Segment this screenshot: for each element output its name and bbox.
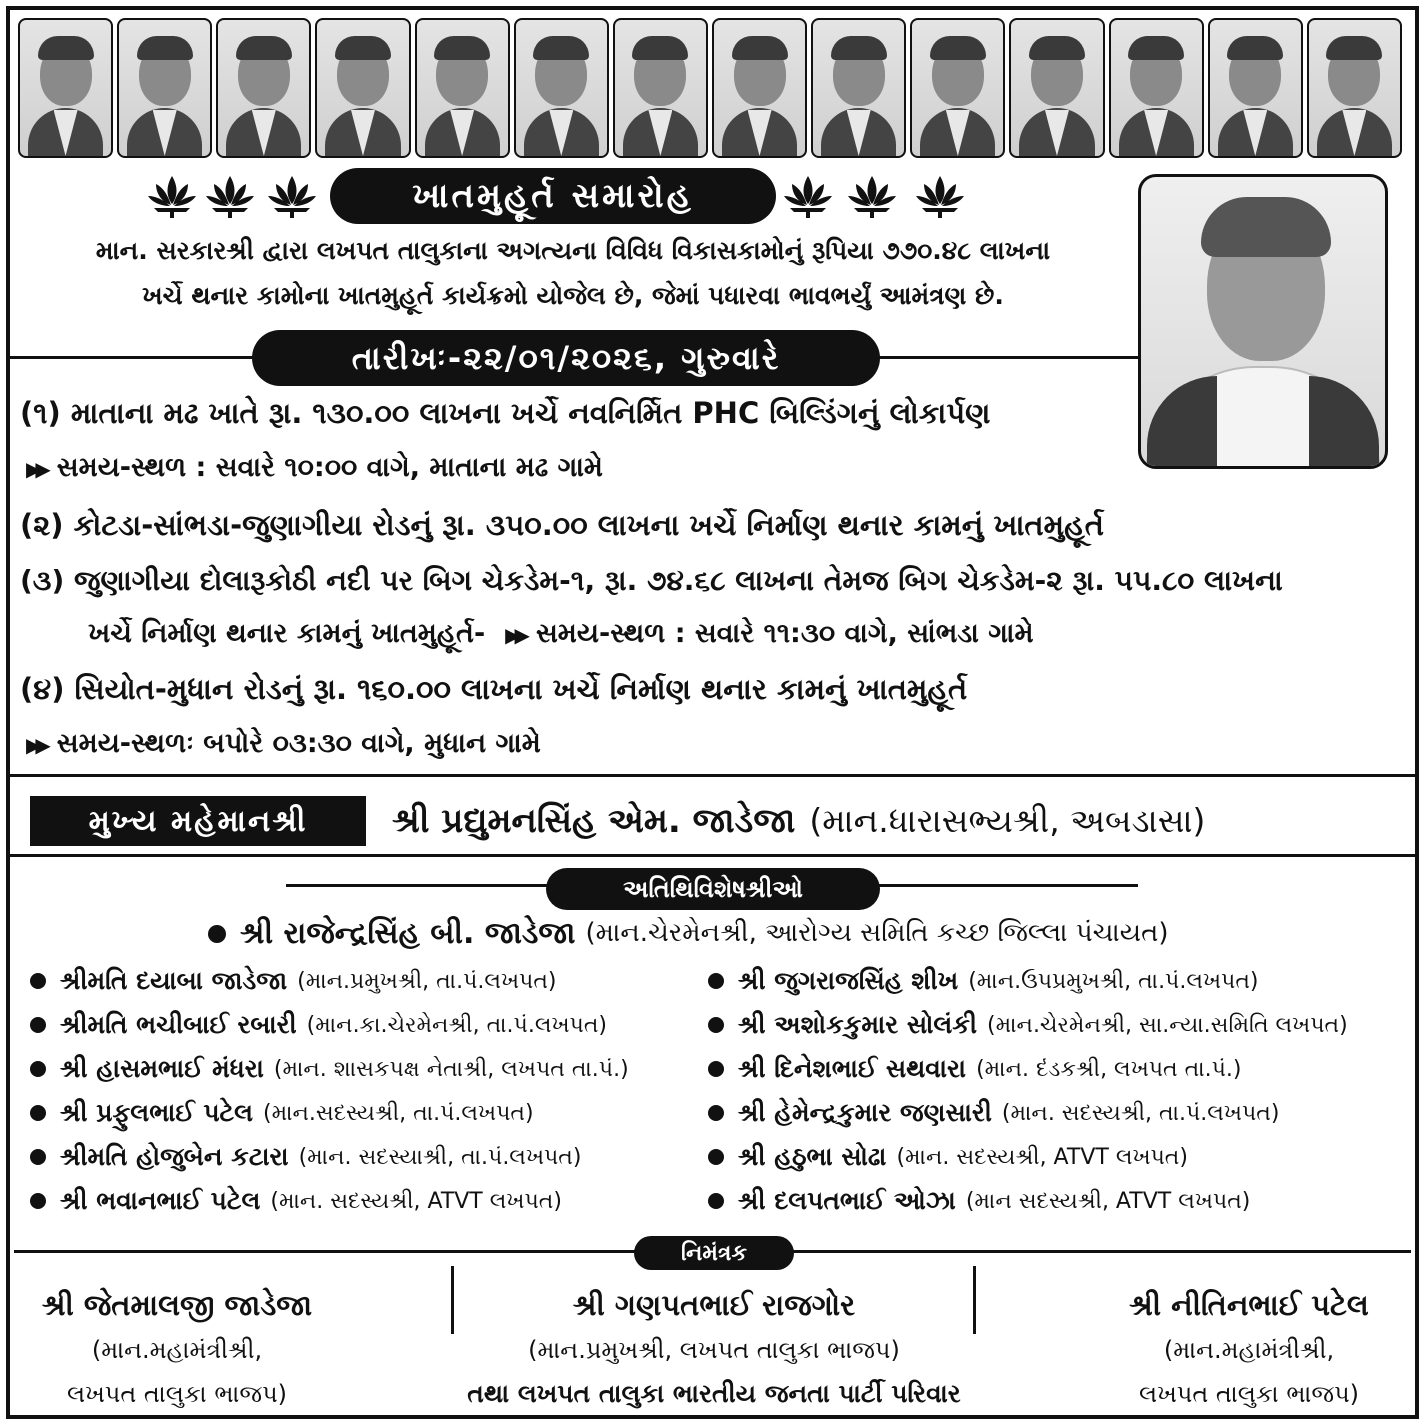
host-role: લખપત તાલુકા ભાજપ): [1138, 1380, 1360, 1408]
invitation-line-1: માન. સરકારશ્રી દ્વારા લખપત તાલુકાના અગત્યના વિવિધ વિકાસકામોનું રૂપિયા ૭૭૦.૪૮ લાખના: [95, 236, 1051, 265]
invitation-text: [18, 228, 1128, 318]
event-item-2: (૨) કોટડા-સાંભડા-જુણાગીયા રોડનું રૂા. ૩૫૦.૦૦ લાખના ખર્ચે નિર્માણ થનાર કામનું ખાતમુહૂર્ત: [20, 508, 1104, 542]
divider: [10, 774, 1415, 777]
host-name: શ્રી જેતમાલજી જાડેજા: [41, 1288, 313, 1322]
bullet-icon: [30, 1193, 46, 1209]
divider: [10, 854, 1415, 857]
host-role: (માન.મહામંત્રીશ્રી,: [91, 1336, 263, 1364]
bullet-icon: [708, 1105, 724, 1121]
bullet-icon: [708, 1193, 724, 1209]
guest-item: શ્રીમતિ દયાબા જાડેજા (માન.પ્રમુખશ્રી, તા.પં.લખપત): [30, 966, 557, 996]
event-item-3: (૩) જુણાગીયા દોલારૂકોઠી નદી પર બિગ ચેકડેમ-૧, રૂા. ૭૪.૬૮ લાખના તેમજ બિગ ચેકડેમ-૨ રૂા. ૫૫.૮૦ લાખના: [20, 564, 1283, 597]
host-right: [1086, 1282, 1412, 1416]
leader-photo-6: [514, 18, 609, 158]
lead-guest: [208, 916, 1168, 951]
guest-item: શ્રી જુગરાજસિંહ શીખ (માન.ઉપપ્રમુખશ્રી, તા.પં.લખપત): [708, 966, 1259, 996]
guest-item: શ્રીમતિ ભચીબાઈ રબારી (માન.કા.ચેરમેનશ્રી, તા.પં.લખપત): [30, 1010, 607, 1040]
bullet-icon: [30, 973, 46, 989]
lotus-icon: [914, 172, 966, 218]
chief-guest: [392, 796, 1205, 846]
column-separator: [973, 1266, 976, 1334]
bullet-icon: [708, 1149, 724, 1165]
lotus-icon: [782, 172, 834, 218]
event-item-1: (૧) માતાના મઢ ખાતે રૂા. ૧૩૦.૦૦ લાખના ખર્ચે નવનિર્મિત PHC બિલ્ડિંગનું લોકાર્પણ: [20, 396, 991, 430]
guest-item: શ્રી ભવાનભાઈ પટેલ (માન. સદસ્યશ્રી, ATVT લખપત): [30, 1186, 562, 1216]
event-title: ખાતમુહૂર્ત સમારોહ: [330, 168, 776, 224]
leader-photo-12: [1109, 18, 1204, 158]
host-role: (માન.મહામંત્રીશ્રી,: [1163, 1336, 1335, 1364]
host-left: [14, 1282, 340, 1416]
guest-item: શ્રી દલપતભાઈ ઓઝા (માન સદસ્યશ્રી, ATVT લખપત): [708, 1186, 1250, 1216]
leader-photo-4: [315, 18, 410, 158]
chief-guest-title: (માન.ધારાસભ્યશ્રી, અબડાસા): [809, 801, 1206, 840]
leader-photo-3: [216, 18, 311, 158]
guest-role: (માન.ચેરમેનશ્રી, આરોગ્ય સમિતિ કચ્છ જિલ્લા પંચાયત): [585, 918, 1169, 948]
host-name: શ્રી ગણપતભાઈ રાજગોર: [572, 1288, 856, 1322]
leader-photo-2: [117, 18, 212, 158]
guest-item: શ્રી હઠુભા સોઢા (માન. સદસ્યશ્રી, ATVT લખપત): [708, 1142, 1188, 1172]
special-guests-heading: અતિથિવિશેષશ્રીઓ: [546, 868, 880, 910]
leader-photo-11: [1009, 18, 1104, 158]
leader-photo-strip: [18, 18, 1402, 158]
guest-item: શ્રી દિનેશભાઈ સથવારા (માન. દંડકશ્રી, લખપત તા.પં.): [708, 1054, 1241, 1084]
double-arrow-icon: ▶▶: [26, 457, 45, 481]
guest-name: શ્રી રાજેન્દ્રસિંહ બી. જાડેજા: [240, 916, 576, 951]
invitation-line-2: ખર્ચે થનાર કામોના ખાતમુહૂર્ત કાર્યક્રમો યોજેલ છે, જેમાં પધારવા ભાવભર્યું આમંત્રણ છે.: [142, 281, 1004, 310]
host-center: [356, 1282, 1072, 1416]
leader-photo-8: [712, 18, 807, 158]
host-name: શ્રી નીતિનભાઈ પટેલ: [1129, 1288, 1369, 1322]
double-arrow-icon: ▶▶: [505, 623, 524, 647]
leader-photo-9: [811, 18, 906, 158]
hosts-heading: નિમંત્રક: [634, 1236, 794, 1270]
host-role: લખપત તાલુકા ભાજપ): [66, 1380, 288, 1408]
double-arrow-icon: ▶▶: [26, 733, 45, 757]
bullet-icon: [208, 925, 226, 943]
event-date: તારીખઃ-૨૨/૦૧/૨૦૨૬, ગુરુવારે: [252, 330, 880, 386]
leader-photo-10: [910, 18, 1005, 158]
leader-photo-1: [18, 18, 113, 158]
guest-item: શ્રી હેમેન્દ્રકુમાર જણસારી (માન. સદસ્યશ્રી, તા.પં.લખપત): [708, 1098, 1279, 1128]
leader-photo-5: [415, 18, 510, 158]
guest-item: શ્રી પ્રફુલભાઈ પટેલ (માન.સદસ્યશ્રી, તા.પં.લખપત): [30, 1098, 534, 1128]
lotus-icon: [146, 172, 198, 218]
lotus-icon: [204, 172, 256, 218]
bullet-icon: [708, 1017, 724, 1033]
leader-photo-13: [1208, 18, 1303, 158]
event-4-time: ▶▶ સમય-સ્થળઃ બપોરે ૦૩:૩૦ વાગે, મુધાન ગામે: [26, 728, 541, 759]
leader-photo-14: [1307, 18, 1402, 158]
chief-guest-name: શ્રી પ્રદ્યુમનસિંહ એમ. જાડેજા: [392, 801, 796, 841]
guest-item: શ્રી હાસમભાઈ મંધરા (માન. શાસકપક્ષ નેતાશ્રી, લખપત તા.પં.): [30, 1054, 629, 1084]
guest-item: શ્રી અશોકકુમાર સોલંકી (માન.ચેરમેનશ્રી, સા.ન્યા.સમિતિ લખપત): [708, 1010, 1348, 1040]
bullet-icon: [30, 1149, 46, 1165]
bullet-icon: [30, 1105, 46, 1121]
event-3-continued: ખર્ચે નિર્માણ થનાર કામનું ખાતમુહૂર્ત- ▶▶ સમય-સ્થળ : સવારે ૧૧:૩૦ વાગે, સાંભડા ગામે: [88, 618, 1034, 649]
host-portrait: [1138, 174, 1388, 469]
host-role: (માન.પ્રમુખશ્રી, લખપત તાલુકા ભાજપ): [528, 1336, 900, 1364]
leader-photo-7: [613, 18, 708, 158]
bullet-icon: [708, 973, 724, 989]
guest-item: શ્રીમતિ હોજુબેન કટારા (માન. સદસ્યાશ્રી, તા.પં.લખપત): [30, 1142, 581, 1172]
lotus-icon: [846, 172, 898, 218]
chief-guest-label: મુખ્ય મહેમાનશ્રી: [30, 796, 366, 846]
event-1-time: ▶▶ સમય-સ્થળ : સવારે ૧૦:૦૦ વાગે, માતાના મઢ ગામે: [26, 452, 603, 483]
bullet-icon: [30, 1017, 46, 1033]
bullet-icon: [30, 1061, 46, 1077]
lotus-icon: [266, 172, 318, 218]
host-party: તથા લખપત તાલુકા ભારતીય જનતા પાર્ટી પરિવાર: [467, 1379, 961, 1408]
bullet-icon: [708, 1061, 724, 1077]
event-item-4: (૪) સિયોત-મુધાન રોડનું રૂા. ૧૬૦.૦૦ લાખના ખર્ચે નિર્માણ થનાર કામનું ખાતમુહૂર્ત: [20, 672, 968, 706]
